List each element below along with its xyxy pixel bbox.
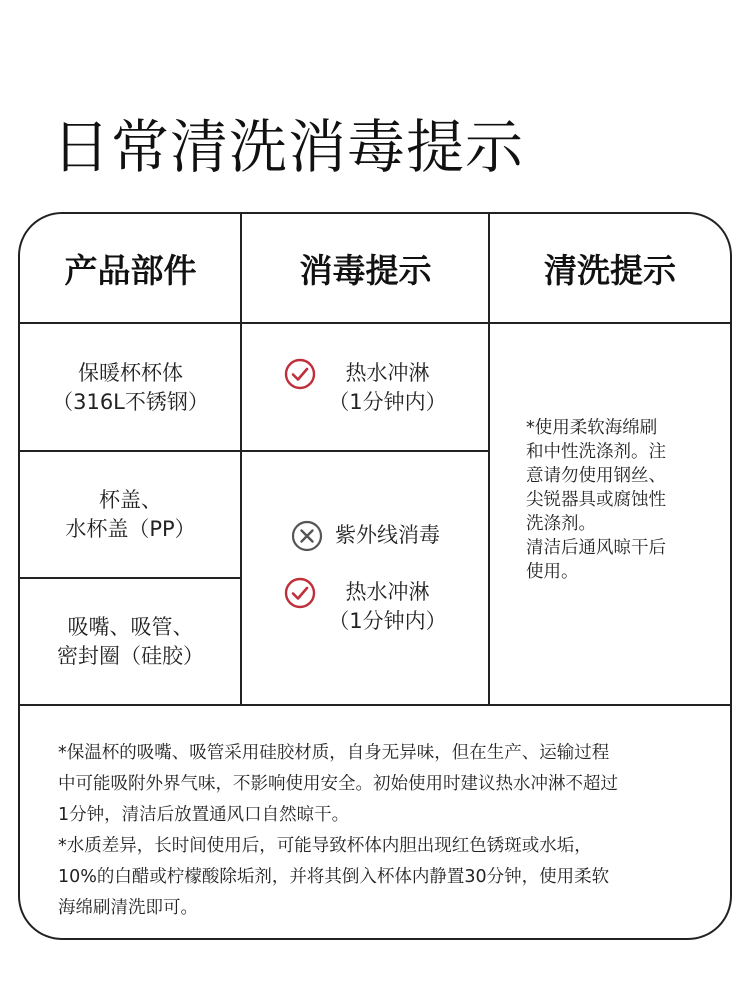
disinfection-tip-uv xyxy=(291,521,440,552)
part-cell-lid xyxy=(20,452,241,578)
cleaning-line: 使用。 xyxy=(526,562,579,582)
part-material: （316L不锈钢） xyxy=(52,389,209,414)
header-disinfection-label: 消毒提示 xyxy=(299,251,432,290)
cleaning-line: 意请勿使用钢丝、 xyxy=(526,466,666,486)
note-line: *保温杯的吸嘴、吸管采用硅胶材质，自身无异味，但在生产、运输过程 xyxy=(58,743,610,763)
note-line: *水质差异，长时间使用后，可能导致杯体内胆出现红色锈斑或水垢， xyxy=(58,836,592,856)
tip-method: 热水冲淋 xyxy=(345,580,430,604)
check-circle-icon xyxy=(284,577,316,609)
page-title: 日常清洗消毒提示 xyxy=(52,113,525,181)
disinfection-cell-lid-straw xyxy=(242,452,489,705)
check-circle-icon xyxy=(284,358,316,390)
header-product-part-label: 产品部件 xyxy=(64,251,197,290)
header-cleaning xyxy=(490,214,730,323)
cleaning-line: 和中性洗涤剂。注 xyxy=(526,442,666,462)
header-product-part xyxy=(20,214,241,323)
x-circle-icon xyxy=(291,520,323,552)
note-line: 中可能吸附外界气味，不影响使用安全。初始使用时建议热水冲淋不超过 xyxy=(58,774,618,794)
disinfection-tip-hot-water xyxy=(284,578,446,636)
cleaning-instructions xyxy=(526,416,716,584)
note-line: 海绵刷清洗即可。 xyxy=(58,898,198,918)
usage-notes xyxy=(58,738,708,924)
note-line: 10%的白醋或柠檬酸除垢剂，并将其倒入杯体内静置30分钟，使用柔软 xyxy=(58,867,610,887)
tip-method: 热水冲淋 xyxy=(345,360,430,385)
part-name: 吸嘴、吸管、 xyxy=(67,615,194,639)
cleaning-line: *使用柔软海绵刷 xyxy=(526,418,658,438)
part-name: 杯盖、 xyxy=(99,488,162,512)
tip-duration: （1分钟内） xyxy=(328,609,447,633)
cleaning-line: 洗涤剂。 xyxy=(526,514,596,534)
cleaning-line: 清洁后通风晾干后 xyxy=(526,538,666,558)
disinfection-cell-body xyxy=(242,324,489,451)
header-disinfection xyxy=(242,214,489,323)
care-table xyxy=(18,212,732,940)
part-material: 密封圈（硅胶） xyxy=(57,644,204,668)
part-cell-straw xyxy=(20,579,241,705)
tip-method: 紫外线消毒 xyxy=(335,523,440,547)
note-line: 1分钟，清洁后放置通风口自然晾干。 xyxy=(58,805,350,825)
part-material: 水杯盖（PP） xyxy=(65,517,196,541)
part-name: 保暖杯杯体 xyxy=(78,360,183,385)
cleaning-line: 尖锐器具或腐蚀性 xyxy=(526,490,666,510)
disinfection-tip xyxy=(284,359,446,417)
tip-duration: （1分钟内） xyxy=(328,389,447,414)
part-cell-body xyxy=(20,324,241,451)
header-cleaning-label: 清洗提示 xyxy=(544,251,676,290)
